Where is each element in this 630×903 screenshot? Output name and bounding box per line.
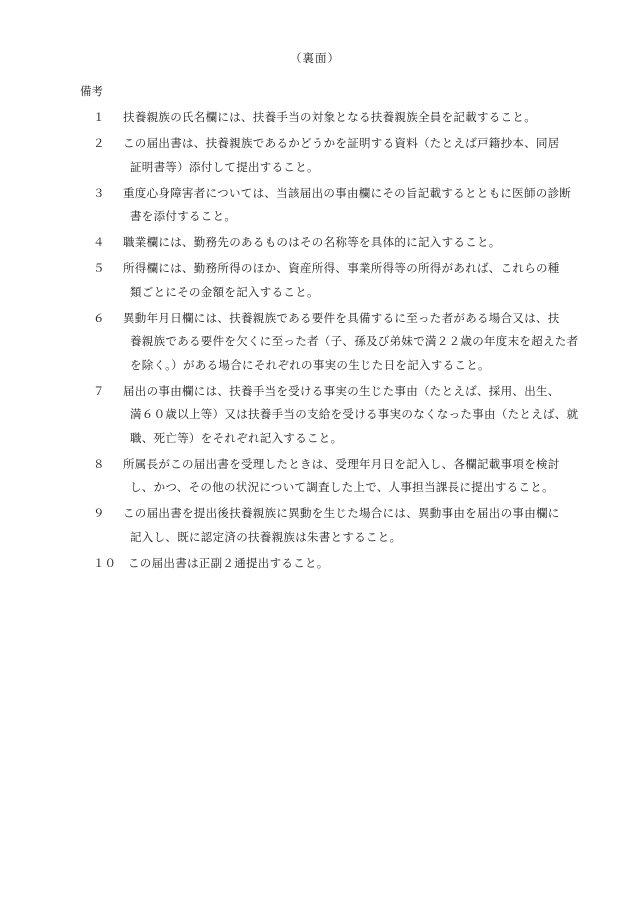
section-heading: 備考 (80, 84, 103, 98)
note-item (93, 453, 560, 500)
note-number: １ (93, 110, 105, 124)
note-item (93, 552, 555, 576)
notes-list (93, 106, 579, 578)
note-line: この届出書は、扶養親族であるかどうかを証明する資料（たとえば戸籍抄本、同居 (123, 136, 560, 150)
note-line: 書を添付すること。 (130, 209, 237, 223)
page-title: （裏面） (290, 51, 340, 65)
note-number: ５ (93, 261, 105, 275)
note-line: 証明書等）添付して提出すること。 (130, 159, 319, 174)
note-number: １０ (93, 555, 116, 570)
note-number: ９ (93, 506, 105, 520)
note-number: ２ (93, 136, 105, 150)
note-line: 職、死亡等）をそれぞれ記入すること。 (130, 430, 343, 445)
note-line: この届出書は正副２通提出すること。 (128, 555, 329, 570)
note-item (93, 307, 579, 378)
note-number: ３ (93, 185, 105, 200)
note-line: を除く。）がある場合にそれぞれの事実の生じた日を記入すること。 (130, 357, 490, 372)
note-item (93, 502, 560, 549)
note-text (123, 307, 578, 378)
note-line: し、かつ、その他の状況について調査した上で、人事担当課長に提出すること。 (130, 480, 554, 494)
note-line: 記入し、既に認定済の扶養親族は朱書とすること。 (130, 529, 402, 544)
note-text (123, 231, 555, 255)
note-number: ６ (93, 310, 105, 325)
note-number: ７ (93, 383, 105, 398)
note-line: 重度心身障害者については、当該届出の事由欄にその旨記載するとともに医師の診断 (123, 185, 572, 200)
note-line: この届出書を提出後扶養親族に異動を生じた場合には、異動事由を届出の事由欄に (123, 506, 560, 520)
note-text (123, 257, 560, 304)
note-number: ８ (93, 456, 105, 471)
note-item (93, 257, 560, 304)
note-item (93, 132, 560, 179)
note-line: 類ごとにその金額を記入すること。 (130, 284, 319, 299)
note-text (123, 132, 560, 179)
note-line: 所得欄には、勤務所得のほか、資産所得、事業所得等の所得があれば、これらの種 (123, 261, 560, 275)
note-line: 扶養親族の氏名欄には、扶養手当の対象となる扶養親族全員を記載すること。 (123, 110, 536, 124)
note-number: ４ (93, 235, 105, 249)
note-item (93, 182, 572, 229)
note-line: 満６０歳以上等）又は扶養手当の支給を受ける事実のなくなった事由（たとえば、就 (130, 407, 579, 421)
note-text (123, 182, 571, 229)
note-line: 届出の事由欄には、扶養手当を受ける事実の生じた事由（たとえば、採用、出生、 (123, 383, 560, 398)
note-item (93, 380, 579, 451)
note-text (123, 380, 578, 451)
note-line: 異動年月日欄には、扶養親族である要件を具備するに至った者がある場合又は、扶 (123, 310, 560, 325)
note-text (123, 106, 555, 130)
note-item (93, 106, 555, 130)
note-line: 養親族である要件を欠くに至った者（子、孫及び弟妹で満２２歳の年度末を超えた者 (130, 334, 579, 348)
note-line: 職業欄には、勤務先のあるものはその名称等を具体的に記入すること。 (123, 235, 501, 249)
note-item (93, 231, 555, 255)
note-line: 所属長がこの届出書を受理したときは、受理年月日を記入し、各欄記載事項を検討 (123, 456, 560, 471)
note-text (128, 552, 555, 576)
note-text (123, 453, 560, 500)
note-text (123, 502, 560, 549)
